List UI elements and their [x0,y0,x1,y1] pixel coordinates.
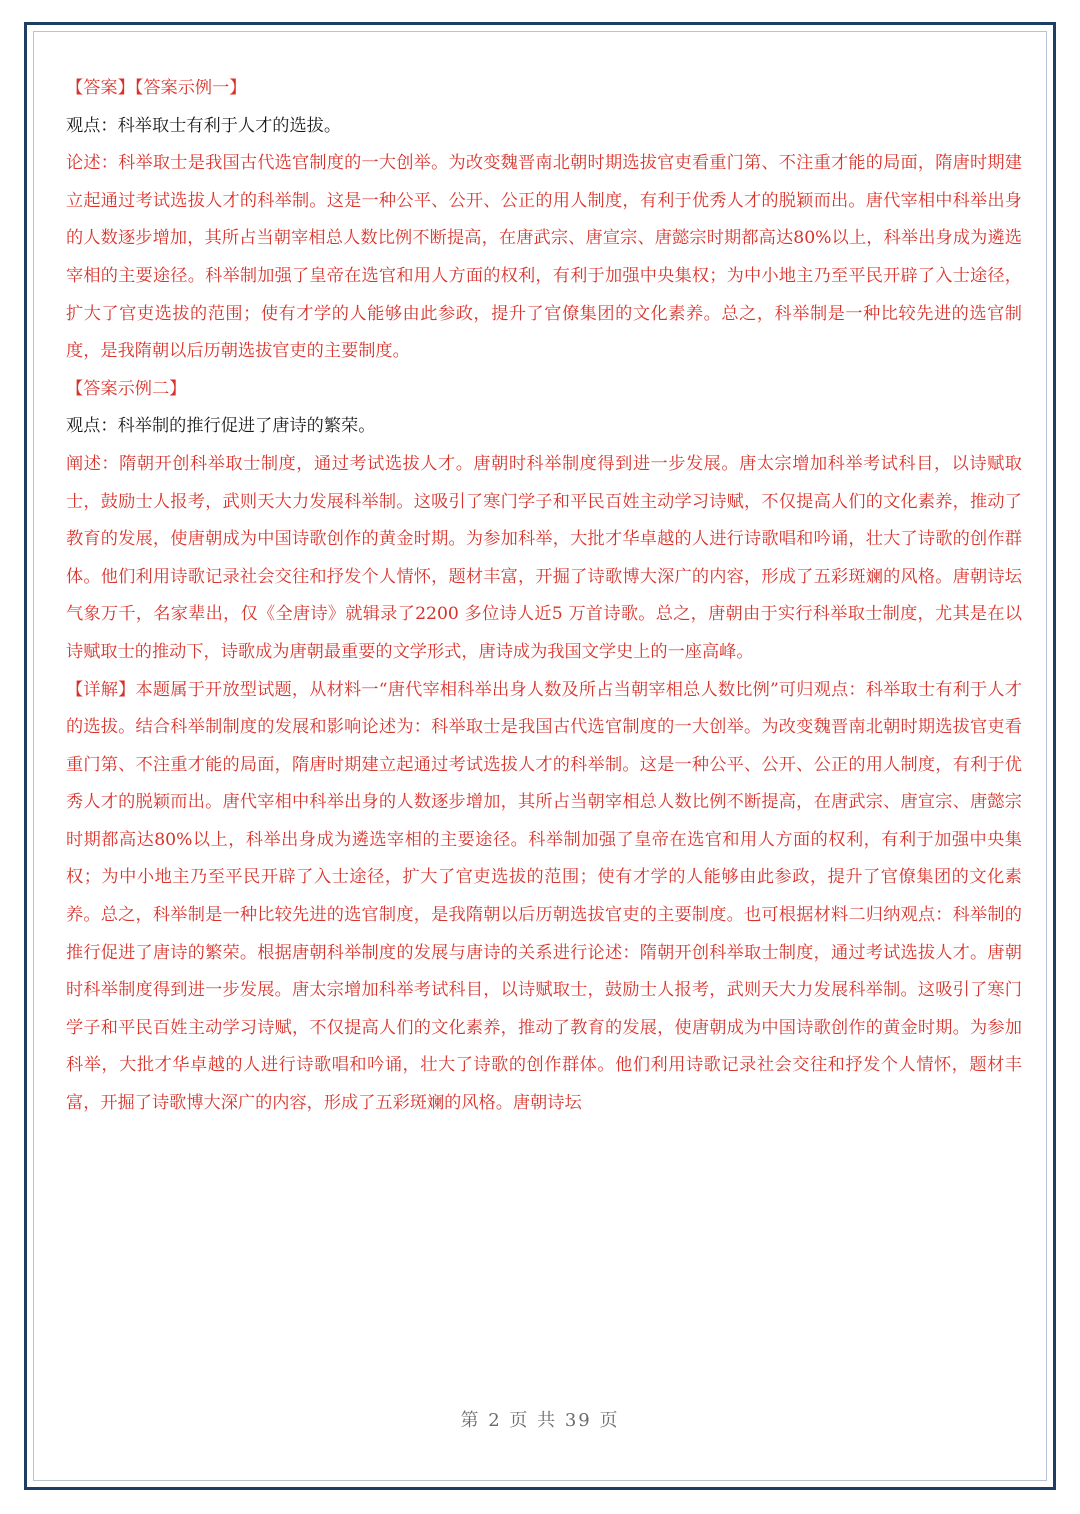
example1-argument: 论述：科举取士是我国古代选官制度的一大创举。为改变魏晋南北朝时期选拔官吏看重门第、不注重才能的局面，隋唐时期建立起通过考试选拔人才的科举制。这是一种公平、公开、公正的用人制度，有利于优秀人才的脱颖而出。唐代宰相中科举出身的人数逐步增加，其所占当朝宰相总人数比例不断提高，在唐武宗、唐宣宗、唐懿宗时期都高达80%以上，科举出身成为遴选宰相的主要途径。科举制加强了皇帝在选官和用人方面的权利，有利于加强中央集权；为中小地主乃至平民开辟了入士途径，扩大了官吏选拔的范围；使有才学的人能够由此参政，提升了官僚集团的文化素养。总之，科举制是一种比较先进的选官制度，是我隋朝以后历朝选拔官吏的主要制度。 [66,153,1022,362]
answer-header: 【答案】【答案示例一】 [66,78,247,98]
example2-header: 【答案示例二】 [66,378,187,399]
detail-explanation: 【详解】本题属于开放型试题，从材料一“唐代宰相科举出身人数及所占当朝宰相总人数比例”可归观点：科举取士有利于人才的选拔。结合科举制制度的发展和影响论述为：科举取士是我国古代选官制度的一大创举。为改变魏晋南北朝时期选拔官吏看重门第、不注重才能的局面，隋唐时期建立起通过考试选拔人才的科举制。这是一种公平、公开、公正的用人制度，有利于优秀人才的脱颖而出。唐代宰相中科举出身的人数逐步增加，其所占当朝宰相总人数比例不断提高，在唐武宗、唐宣宗、唐懿宗时期都高达80%以上，科举出身成为遴选宰相的主要途径。科举制加强了皇帝在选官和用人方面的权利，有利于加强中央集权；为中小地主乃至平民开辟了入士途径，扩大了官吏选拔的范围；使有才学的人能够由此参政，提升了官僚集团的文化素养。总之，科举制是一种比较先进的选官制度，是我隋朝以后历朝选拔官吏的主要制度。也可根据材料二归纳观点：科举制的推行促进了唐诗的繁荣。根据唐朝科举制度的发展与唐诗的关系进行论述：隋朝开创科举取士制度，通过考试选拔人才。唐朝时科举制度得到进一步发展。唐太宗增加科举考试科目，以诗赋取士，鼓励士人报考，武则天大力发展科举制。这吸引了寒门学子和平民百姓主动学习诗赋，不仅提高人们的文化素养，推动了教育的发展，使唐朝成为中国诗歌创作的黄金时期。为参加科举，大批才华卓越的人进行诗歌唱和吟诵，壮大了诗歌的创作群体。他们利用诗歌记录社会交往和抒发个人情怀，题材丰富，开掘了诗歌博大深广的内容，形成了五彩斑斓的风格。唐朝诗坛 [66,679,1022,1114]
document-body [66,70,1022,1123]
example2-argument: 阐述：隋朝开创科举取士制度，通过考试选拔人才。唐朝时科举制度得到进一步发展。唐太宗增加科举考试科目，以诗赋取士，鼓励士人报考，武则天大力发展科举制。这吸引了寒门学子和平民百姓主动学习诗赋，不仅提高人们的文化素养，推动了教育的发展，使唐朝成为中国诗歌创作的黄金时期。为参加科举，大批才华卓越的人进行诗歌唱和吟诵，壮大了诗歌的创作群体。他们利用诗歌记录社会交往和抒发个人情怀，题材丰富，开掘了诗歌博大深广的内容，形成了五彩斑斓的风格。唐朝诗坛气象万千，名家辈出，仅《全唐诗》就辑录了2200 多位诗人近5 万首诗歌。总之，唐朝由于实行科举取士制度，尤其是在以诗赋取士的推动下，诗歌成为唐朝最重要的文学形式，唐诗成为我国文学史上的一座高峰。 [66,453,1022,662]
example1-viewpoint: 观点：科举取士有利于人才的选拔。 [66,115,342,136]
example2-viewpoint: 观点：科举制的推行促进了唐诗的繁荣。 [66,416,376,437]
page-number-footer: 第 2 页 共 39 页 [460,1410,620,1431]
